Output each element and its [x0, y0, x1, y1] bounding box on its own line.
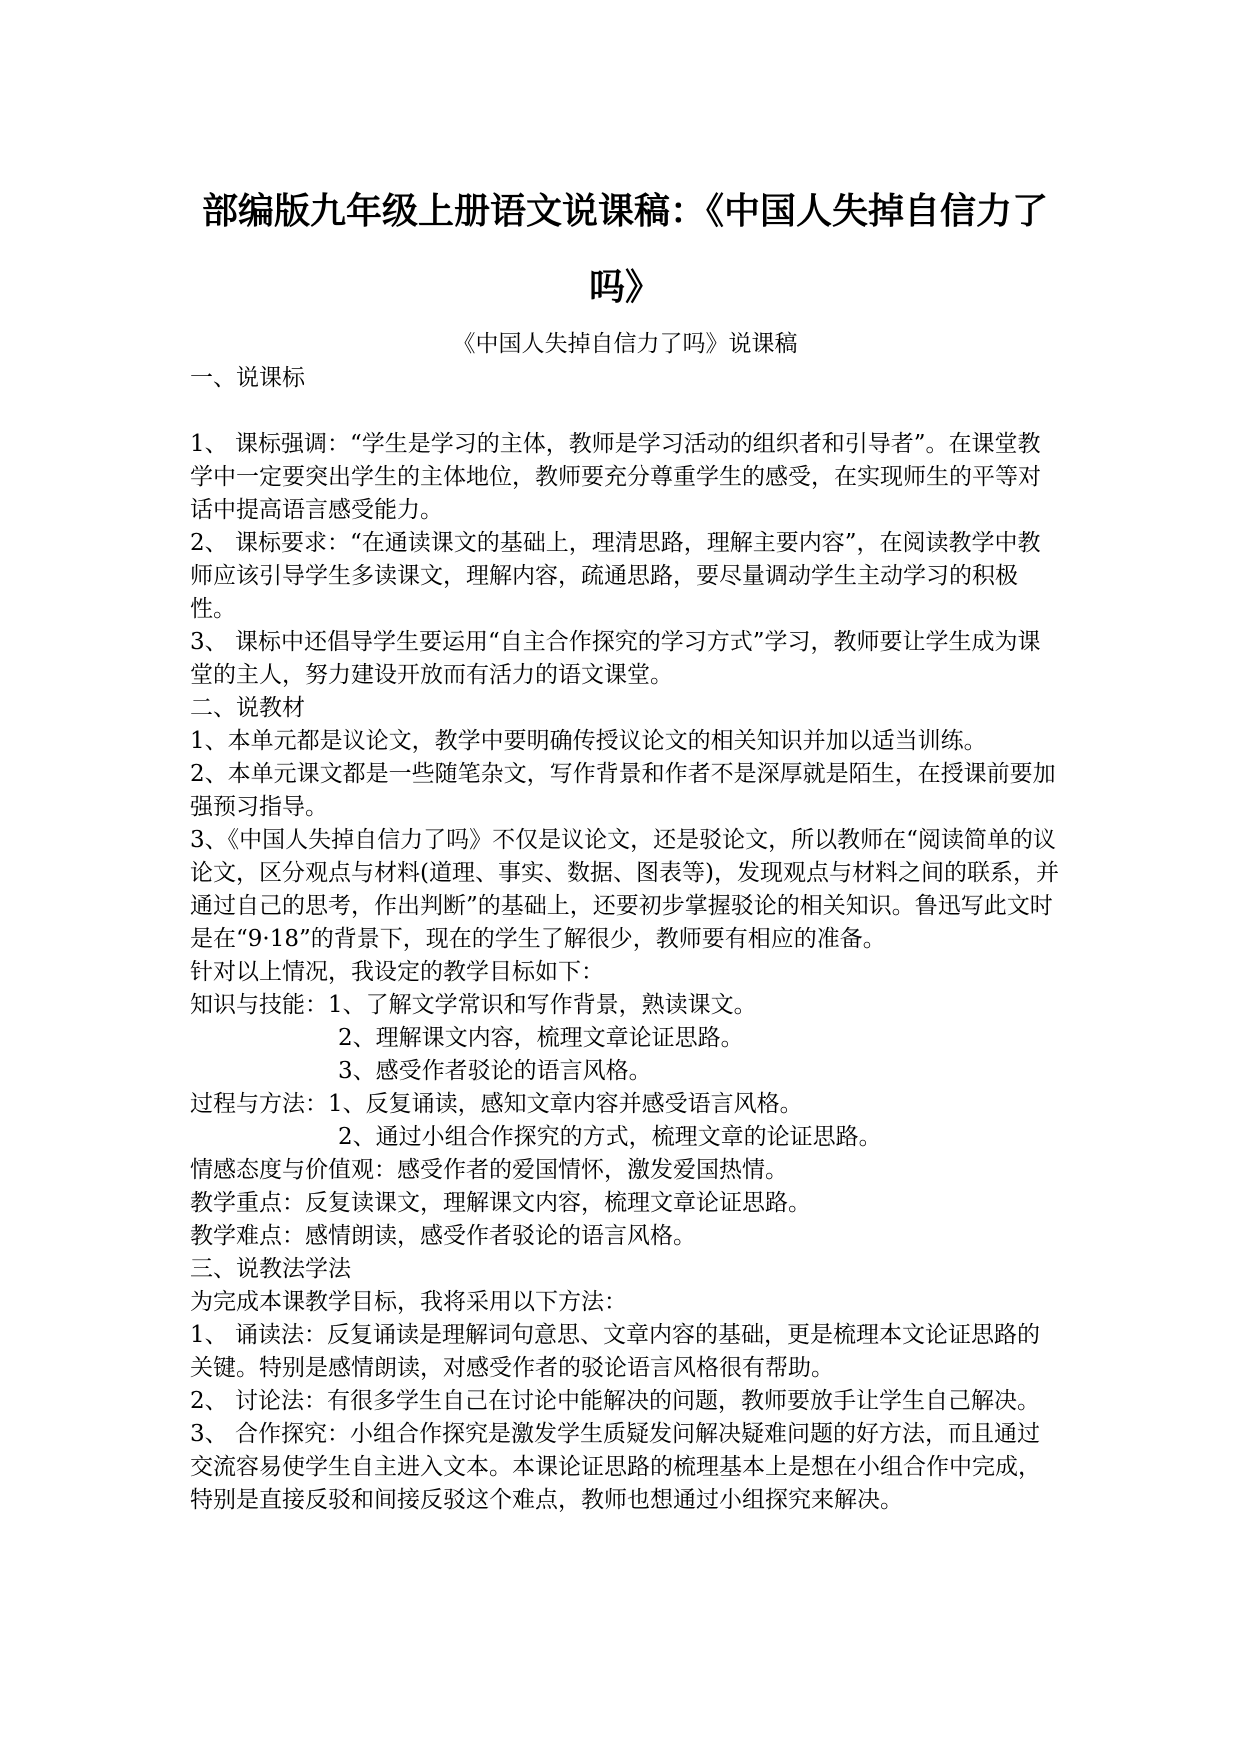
goal-knowledge-1: 知识与技能：1、了解文学常识和写作背景，熟读课文。	[190, 992, 757, 1018]
section-heading-methods: 三、说教法学法	[190, 1256, 351, 1282]
goal-process-1: 过程与方法：1、反复诵读，感知文章内容并感受语言风格。	[190, 1091, 803, 1117]
methods-paragraph-1: 1、 诵读法：反复诵读是理解词句意思、文章内容的基础，更是梳理本文论证思路的关键。特别是感情朗读，对感受作者的驳论语言风格很有帮助。	[190, 1322, 1040, 1381]
textbook-paragraph-3: 3、《中国人失掉自信力了吗》不仅是议论文，还是驳论文，所以教师在“阅读简单的议论文，区分观点与材料(道理、事实、数据、图表等)，发现观点与材料之间的联系，并通过自己的思考，作出判断”的基础上，还要初步掌握驳论的相关知识。鲁迅写此文时是在“9·18”的背景下，现在的学生了解很少，教师要有相应的准备。	[190, 827, 1059, 952]
teaching-key-point: 教学重点：反复读课文，理解课文内容，梳理文章论证思路。	[190, 1190, 811, 1216]
goal-knowledge-2: 2、理解课文内容，梳理文章论证思路。	[338, 1025, 744, 1051]
textbook-paragraph-2: 2、本单元课文都是一些随笔杂文，写作背景和作者不是深厚就是陌生，在授课前要加强预习指导。	[190, 761, 1056, 820]
document-title-line-1: 部编版九年级上册语文说课稿：《中国人失掉自信力了	[201, 191, 1048, 232]
section-heading-curriculum: 一、说课标	[190, 365, 305, 391]
document-subtitle: 《中国人失掉自信力了吗》说课稿	[452, 331, 798, 357]
curriculum-paragraph-2: 2、 课标要求：“在通读课文的基础上，理清思路，理解主要内容”，在阅读教学中教师应该引导学生多读课文，理解内容，疏通思路，要尽量调动学生主动学习的积极性。	[190, 530, 1041, 622]
goal-knowledge-3: 3、感受作者驳论的语言风格。	[338, 1058, 652, 1084]
goal-emotion: 情感态度与价值观：感受作者的爱国情怀，激发爱国热情。	[190, 1157, 788, 1183]
textbook-paragraph-1: 1、本单元都是议论文，教学中要明确传授议论文的相关知识并加以适当训练。	[190, 728, 987, 754]
teaching-difficulty: 教学难点：感情朗读，感受作者驳论的语言风格。	[190, 1223, 696, 1249]
goals-intro: 针对以上情况，我设定的教学目标如下：	[190, 959, 604, 985]
section-heading-textbook: 二、说教材	[190, 695, 305, 721]
curriculum-paragraph-1: 1、 课标强调：“学生是学习的主体，教师是学习活动的组织者和引导者”。在课堂教学中一定要突出学生的主体地位，教师要充分尊重学生的感受，在实现师生的平等对话中提高语言感受能力。	[190, 431, 1041, 523]
document-title-line-2: 吗》	[588, 267, 661, 308]
curriculum-paragraph-3: 3、 课标中还倡导学生要运用“自主合作探究的学习方式”学习，教师要让学生成为课堂的主人，努力建设开放而有活力的语文课堂。	[190, 629, 1041, 688]
methods-paragraph-2: 2、 讨论法：有很多学生自己在讨论中能解决的问题，教师要放手让学生自己解决。	[190, 1388, 1040, 1414]
goal-process-2: 2、通过小组合作探究的方式，梳理文章的论证思路。	[338, 1124, 882, 1150]
methods-intro: 为完成本课教学目标，我将采用以下方法：	[190, 1289, 627, 1315]
blank-line	[190, 395, 1060, 428]
methods-paragraph-3: 3、 合作探究：小组合作探究是激发学生质疑发问解决疑难问题的好方法，而且通过交流容易使学生自主进入文本。本课论证思路的梳理基本上是想在小组合作中完成，特别是直接反驳和间接反驳这个难点，教师也想通过小组探究来解决。	[190, 1421, 1041, 1513]
